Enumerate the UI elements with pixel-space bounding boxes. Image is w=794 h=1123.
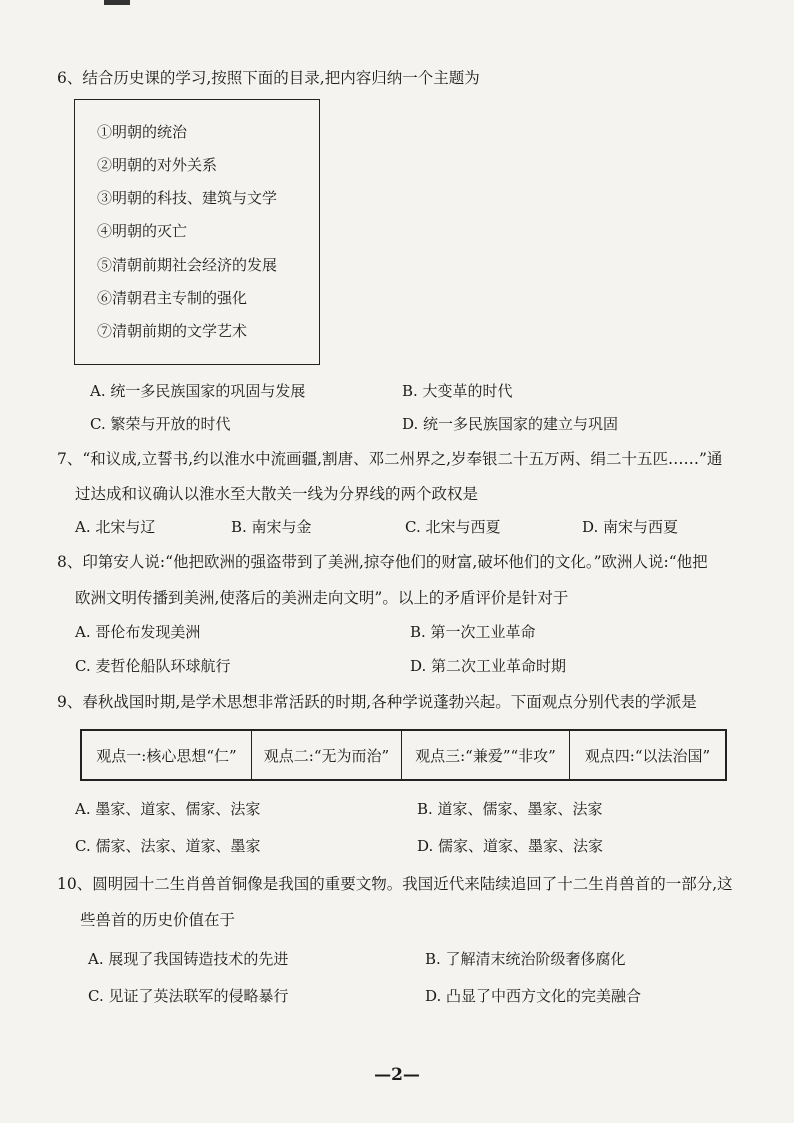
table-of-contents-box xyxy=(74,99,320,365)
question-10-stem-line1: 10、圆明园十二生肖兽首铜像是我国的重要文物。我国近代来陆续追回了十二生肖兽首的一部分,这 xyxy=(57,875,733,893)
viewpoints-table xyxy=(80,729,727,781)
toc-item: ②明朝的对外关系 xyxy=(97,156,218,174)
q6-option-b: B. 大变革的时代 xyxy=(402,382,513,400)
toc-item: ⑤清朝前期社会经济的发展 xyxy=(97,256,278,274)
viewpoint-cell: 观点四:“以法治国” xyxy=(584,746,711,765)
page-number: —2— xyxy=(374,1065,420,1085)
q10-option-a: A. 展现了我国铸造技术的先进 xyxy=(88,950,289,968)
toc-item: ①明朝的统治 xyxy=(97,123,188,141)
question-7-stem-line2: 过达成和议确认以淮水至大散关一线为分界线的两个政权是 xyxy=(75,485,479,503)
question-10-stem-line2: 些兽首的历史价值在于 xyxy=(80,911,236,929)
q8-option-c: C. 麦哲伦船队环球航行 xyxy=(75,657,231,675)
q7-option-c: C. 北宋与西夏 xyxy=(405,518,501,536)
viewpoint-cell: 观点三:“兼爱”“非攻” xyxy=(402,731,570,779)
viewpoint-cell: 观点二:“无为而治” xyxy=(252,731,402,779)
question-8-stem-line1: 8、印第安人说:“他把欧洲的强盗带到了美洲,掠夺他们的财富,破坏他们的文化。”欧洲人说:“他把 xyxy=(57,553,708,571)
question-7-stem-line1: 7、“和议成,立誓书,约以淮水中流画疆,割唐、邓二州界之,岁奉银二十五万两、绢二十五匹……”通 xyxy=(57,450,723,468)
toc-item: ④明朝的灭亡 xyxy=(97,222,188,240)
q10-option-c: C. 见证了英法联军的侵略暴行 xyxy=(88,987,289,1005)
q8-option-a: A. 哥伦布发现美洲 xyxy=(75,623,201,641)
q6-option-d: D. 统一多民族国家的建立与巩固 xyxy=(402,415,619,433)
q8-option-d: D. 第二次工业革命时期 xyxy=(410,657,567,675)
scan-artifact xyxy=(104,0,130,5)
q10-option-d: D. 凸显了中西方文化的完美融合 xyxy=(425,987,642,1005)
question-8-stem-line2: 欧洲文明传播到美洲,使落后的美洲走向文明”。以上的矛盾评价是针对于 xyxy=(75,589,569,607)
viewpoint-cell: 观点一:核心思想“仁” xyxy=(82,731,252,779)
toc-item: ⑥清朝君主专制的强化 xyxy=(97,289,248,307)
toc-item: ③明朝的科技、建筑与文学 xyxy=(97,189,278,207)
q9-option-a: A. 墨家、道家、儒家、法家 xyxy=(75,800,261,818)
q9-option-d: D. 儒家、道家、墨家、法家 xyxy=(417,837,604,855)
q10-option-b: B. 了解清末统治阶级奢侈腐化 xyxy=(425,950,626,968)
q9-option-b: B. 道家、儒家、墨家、法家 xyxy=(417,800,603,818)
question-6-stem: 6、结合历史课的学习,按照下面的目录,把内容归纳一个主题为 xyxy=(57,69,480,87)
toc-item: ⑦清朝前期的文学艺术 xyxy=(97,322,248,340)
q6-option-a: A. 统一多民族国家的巩固与发展 xyxy=(90,382,306,400)
q9-option-c: C. 儒家、法家、道家、墨家 xyxy=(75,837,261,855)
question-9-stem: 9、春秋战国时期,是学术思想非常活跃的时期,各种学说蓬勃兴起。下面观点分别代表的学派是 xyxy=(57,693,697,711)
q8-option-b: B. 第一次工业革命 xyxy=(410,623,536,641)
q6-option-c: C. 繁荣与开放的时代 xyxy=(90,415,231,433)
q7-option-a: A. 北宋与辽 xyxy=(75,518,156,536)
q7-option-b: B. 南宋与金 xyxy=(231,518,312,536)
q7-option-d: D. 南宋与西夏 xyxy=(582,518,679,536)
